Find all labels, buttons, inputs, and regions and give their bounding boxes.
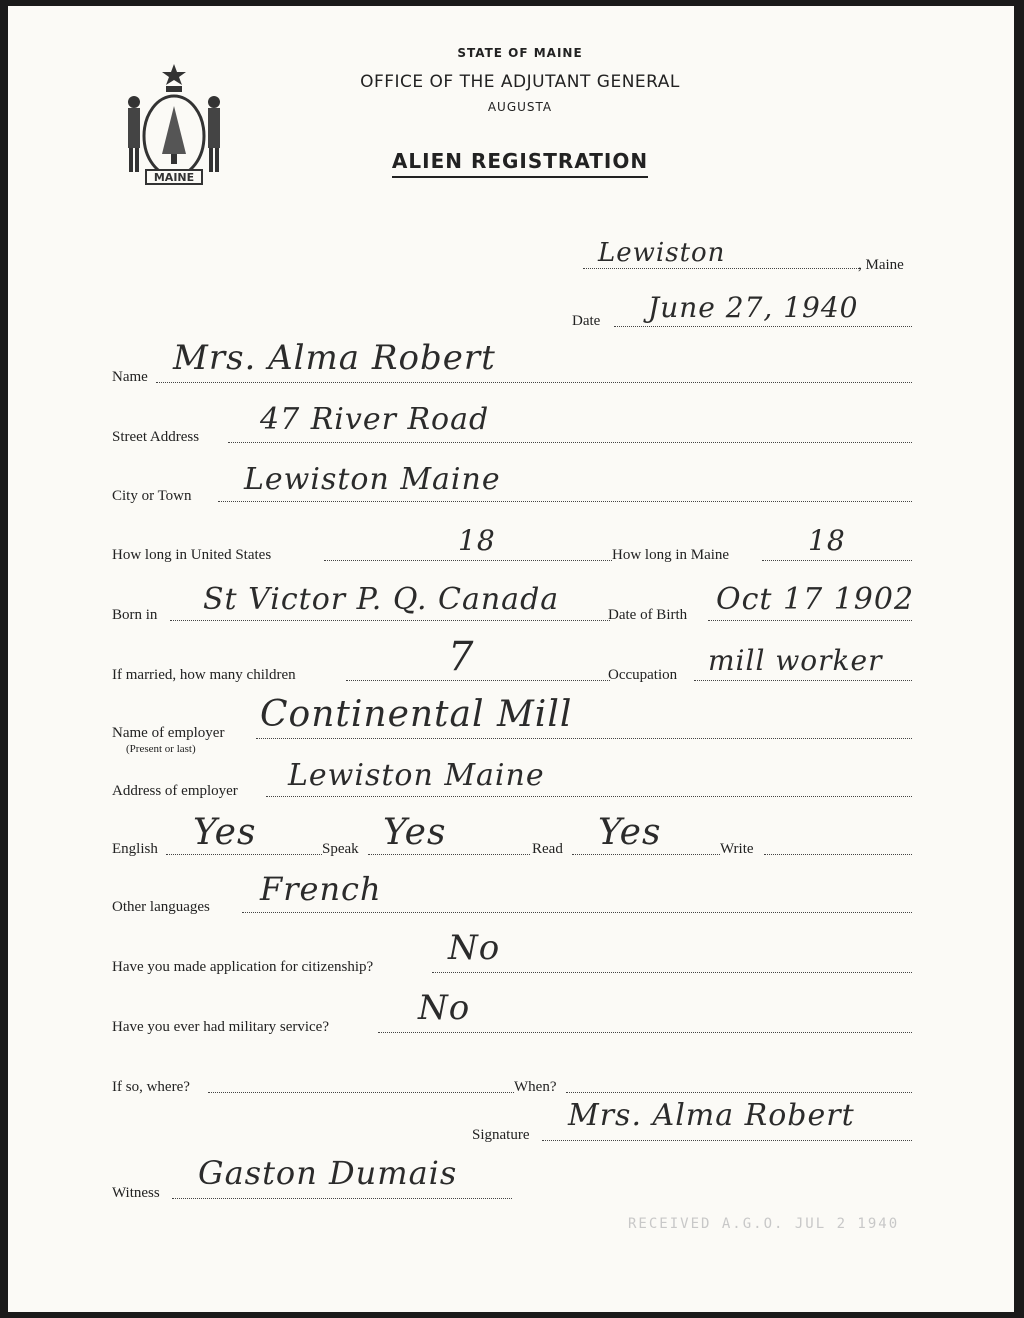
employer-address-value: Lewiston Maine bbox=[288, 758, 545, 793]
read-label: Read bbox=[532, 841, 563, 857]
date-label: Date bbox=[572, 313, 601, 329]
military-value: No bbox=[418, 988, 471, 1028]
employer-line bbox=[256, 738, 912, 739]
english-line bbox=[166, 854, 322, 855]
how-long-maine-label: How long in Maine bbox=[612, 547, 730, 563]
employer-value: Continental Mill bbox=[260, 694, 573, 735]
english-label: English bbox=[112, 841, 158, 857]
citizenship-value: No bbox=[448, 928, 501, 968]
citizenship-line bbox=[432, 972, 912, 973]
street-line bbox=[228, 442, 912, 443]
occupation-value: mill worker bbox=[708, 644, 883, 677]
name-line bbox=[156, 382, 912, 383]
witness-value: Gaston Dumais bbox=[198, 1154, 458, 1192]
born-in-label: Born in bbox=[112, 607, 158, 623]
where-line bbox=[208, 1092, 514, 1093]
place-line bbox=[583, 268, 861, 269]
children-value: 7 bbox=[448, 634, 475, 680]
military-label: Have you ever had military service? bbox=[112, 1019, 329, 1035]
seal-label: MAINE bbox=[153, 171, 195, 184]
read-line bbox=[572, 854, 720, 855]
employer-address-label: Address of employer bbox=[112, 783, 238, 799]
form-title-text: ALIEN REGISTRATION bbox=[392, 149, 648, 178]
children-line bbox=[346, 680, 610, 681]
military-line bbox=[378, 1032, 912, 1033]
maine-label: , Maine bbox=[858, 257, 904, 273]
witness-label: Witness bbox=[112, 1185, 160, 1201]
how-long-us-label: How long in United States bbox=[112, 547, 272, 563]
signature-line bbox=[542, 1140, 912, 1141]
employer-note: (Present or last) bbox=[126, 743, 196, 755]
name-label: Name bbox=[112, 369, 148, 385]
header-city: AUGUSTA bbox=[487, 100, 553, 114]
citizenship-label: Have you made application for citizenship? bbox=[112, 959, 374, 975]
how-long-us-line bbox=[324, 560, 612, 561]
dob-line bbox=[708, 620, 912, 621]
other-languages-value: French bbox=[260, 870, 382, 908]
city-line bbox=[218, 501, 912, 502]
speak-label: Speak bbox=[322, 841, 359, 857]
place-value: Lewiston bbox=[598, 238, 726, 268]
form-title bbox=[8, 149, 1014, 173]
when-line bbox=[566, 1092, 912, 1093]
header-office: OFFICE OF THE ADJUTANT GENERAL bbox=[360, 72, 680, 92]
how-long-maine-line bbox=[762, 560, 912, 561]
street-value: 47 River Road bbox=[260, 402, 490, 437]
children-label: If married, how many children bbox=[112, 667, 296, 683]
when-label: When? bbox=[514, 1079, 557, 1095]
how-long-us-value: 18 bbox=[458, 524, 496, 557]
city-value: Lewiston Maine bbox=[244, 462, 501, 497]
speak-line bbox=[368, 854, 530, 855]
header-state: STATE OF MAINE bbox=[457, 46, 583, 60]
born-in-line bbox=[170, 620, 610, 621]
received-stamp: RECEIVED A.G.O. JUL 2 1940 bbox=[628, 1216, 900, 1232]
witness-line bbox=[172, 1198, 512, 1199]
name-value: Mrs. Alma Robert bbox=[173, 338, 496, 378]
english-value: Yes bbox=[193, 812, 257, 853]
street-label: Street Address bbox=[112, 429, 200, 445]
where-label: If so, where? bbox=[112, 1079, 190, 1095]
registration-form bbox=[8, 6, 1014, 1312]
write-line bbox=[764, 854, 912, 855]
other-languages-line bbox=[242, 912, 912, 913]
employer-address-line bbox=[266, 796, 912, 797]
occupation-label: Occupation bbox=[608, 667, 678, 683]
occupation-line bbox=[694, 680, 912, 681]
signature-value: Mrs. Alma Robert bbox=[568, 1098, 855, 1133]
write-label: Write bbox=[720, 841, 754, 857]
date-value: June 27, 1940 bbox=[648, 291, 859, 324]
signature-label: Signature bbox=[472, 1127, 530, 1143]
born-in-value: St Victor P. Q. Canada bbox=[203, 582, 560, 617]
read-value: Yes bbox=[598, 812, 662, 853]
employer-label: Name of employer bbox=[112, 725, 225, 741]
how-long-maine-value: 18 bbox=[808, 524, 846, 557]
dob-label: Date of Birth bbox=[608, 607, 688, 623]
other-languages-label: Other languages bbox=[112, 899, 210, 915]
speak-value: Yes bbox=[383, 812, 447, 853]
dob-value: Oct 17 1902 bbox=[716, 582, 915, 617]
date-line bbox=[614, 326, 912, 327]
city-label: City or Town bbox=[112, 488, 192, 504]
